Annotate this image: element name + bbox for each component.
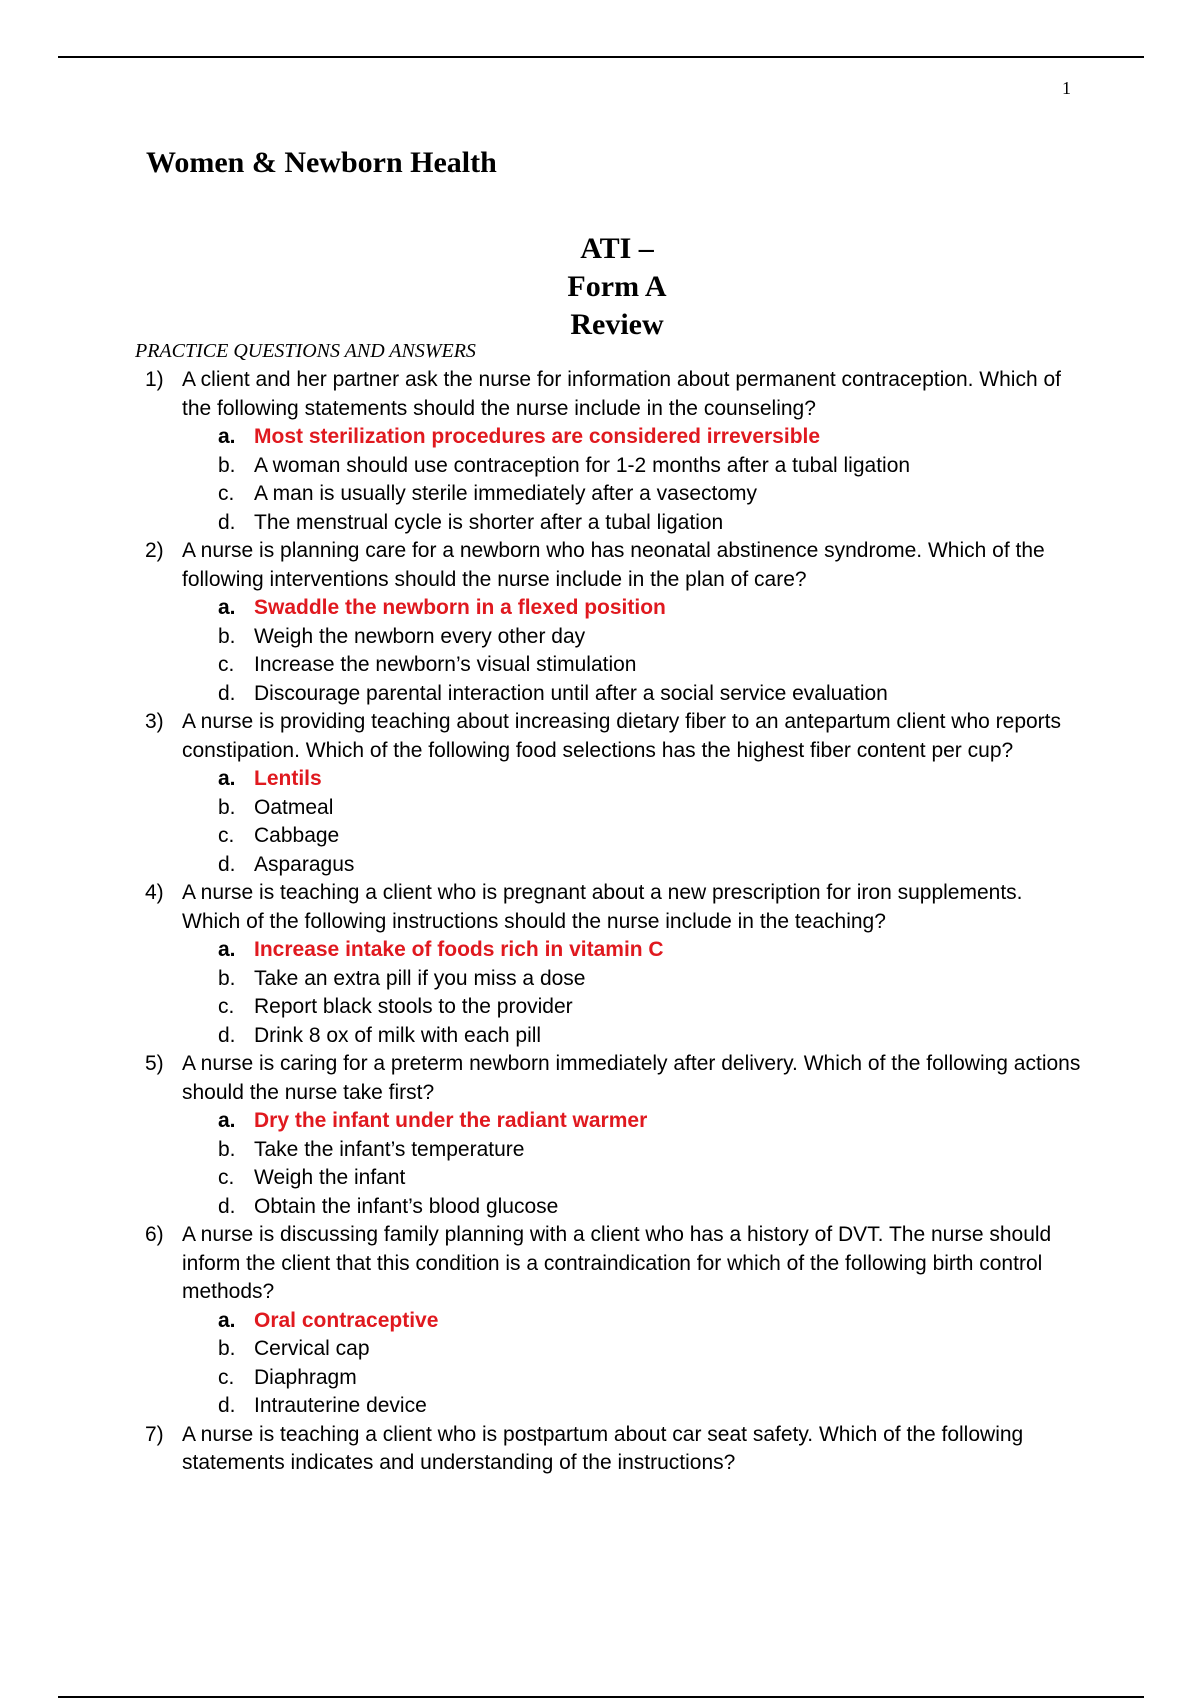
option-text: Report black stools to the provider <box>254 995 573 1018</box>
question-text: A client and her partner ask the nurse for information about permanent contraception. Which of the following statements should the nurse include in the counseling? <box>182 368 1061 420</box>
question-number: 3) <box>145 710 164 733</box>
answer-option <box>218 1136 1200 1165</box>
answer-options <box>0 765 1200 879</box>
answer-option-correct <box>218 765 1200 794</box>
option-text: Oral contraceptive <box>254 1308 439 1332</box>
question-2 <box>0 537 1200 708</box>
option-text: Lentils <box>254 767 322 790</box>
answer-option <box>218 509 1200 538</box>
option-text: Discourage parental interaction until after a social service evaluation <box>254 681 888 705</box>
option-text: Obtain the infant’s blood glucose <box>254 1194 559 1218</box>
option-text: Most sterilization procedures are considered irreversible <box>254 425 821 448</box>
option-text: Increase intake of foods rich in vitamin C <box>254 938 664 961</box>
option-text: Asparagus <box>254 852 355 876</box>
option-letter: a. <box>218 767 236 790</box>
section-label: PRACTICE QUESTIONS AND ANSWERS <box>135 340 476 362</box>
question-number: 7) <box>145 1422 164 1446</box>
answer-option-correct <box>218 594 1200 623</box>
answer-option <box>218 993 1200 1022</box>
answer-option <box>218 480 1200 509</box>
option-text: Cervical cap <box>254 1337 370 1360</box>
question-number: 5) <box>145 1052 164 1075</box>
question-4 <box>0 879 1200 1050</box>
option-letter: a. <box>218 596 236 619</box>
option-letter: b. <box>218 1337 236 1360</box>
option-letter: b. <box>218 966 236 990</box>
top-rule <box>58 56 1144 58</box>
question-5 <box>0 1050 1200 1221</box>
option-letter: c. <box>218 1365 235 1389</box>
option-text: Intrauterine device <box>254 1394 427 1417</box>
option-text: Weigh the infant <box>254 1166 406 1189</box>
answer-option <box>218 851 1200 880</box>
option-letter: d. <box>218 681 236 705</box>
form-title-line: ATI – <box>580 232 654 265</box>
answer-option <box>218 794 1200 823</box>
option-text: Drink 8 ox of milk with each pill <box>254 1023 542 1047</box>
option-text: Take an extra pill if you miss a dose <box>254 966 586 990</box>
option-text: Take the infant’s temperature <box>254 1137 525 1161</box>
option-letter: b. <box>218 624 236 648</box>
option-letter: c. <box>218 824 235 847</box>
option-letter: d. <box>218 1394 236 1417</box>
answer-option <box>218 1022 1200 1051</box>
option-text: The menstrual cycle is shorter after a tubal ligation <box>254 510 724 534</box>
option-letter: a. <box>218 938 236 961</box>
option-letter: d. <box>218 852 236 876</box>
form-title-line: Form A <box>567 270 667 303</box>
page-number: 1 <box>1062 78 1071 98</box>
question-6 <box>0 1221 1200 1421</box>
question-text: A nurse is teaching a client who is postpartum about car seat safety. Which of the following statements indicates and understanding of the instructions? <box>182 1422 1024 1474</box>
question-number: 4) <box>145 881 164 904</box>
answer-options <box>0 936 1200 1050</box>
option-letter: c. <box>218 482 235 505</box>
answer-option-correct <box>218 1107 1200 1136</box>
question-3 <box>0 708 1200 879</box>
option-text: A man is usually sterile immediately after a vasectomy <box>254 482 758 505</box>
answer-option <box>218 1164 1200 1193</box>
bottom-rule <box>58 1696 1144 1698</box>
question-number: 6) <box>145 1223 164 1246</box>
question-text: A nurse is planning care for a newborn who has neonatal abstinence syndrome. Which of the following interventions should the nurse include in the plan of care? <box>182 539 1045 591</box>
option-letter: c. <box>218 1166 235 1189</box>
answer-option <box>218 1392 1200 1421</box>
answer-option <box>218 452 1200 481</box>
option-letter: a. <box>218 1109 236 1132</box>
question-number: 1) <box>145 368 164 391</box>
option-text: Increase the newborn’s visual stimulation <box>254 653 637 676</box>
question-text: A nurse is providing teaching about increasing dietary fiber to an antepartum client who reports constipation. Which of the following food selections has the highest fiber content per cup? <box>182 710 1062 762</box>
answer-option <box>218 680 1200 709</box>
option-letter: d. <box>218 510 236 534</box>
question-7 <box>0 1421 1200 1478</box>
answer-option <box>218 651 1200 680</box>
answer-option <box>218 1193 1200 1222</box>
option-letter: d. <box>218 1194 236 1218</box>
answer-option <box>218 623 1200 652</box>
option-letter: c. <box>218 995 235 1018</box>
answer-options <box>0 1107 1200 1221</box>
question-text: A nurse is discussing family planning with a client who has a history of DVT. The nurse should inform the client that this condition is a contraindication for which of the following birth control methods? <box>182 1223 1052 1303</box>
answer-options <box>0 1307 1200 1421</box>
answer-option <box>218 965 1200 994</box>
option-text: Cabbage <box>254 824 340 847</box>
option-letter: c. <box>218 653 235 676</box>
document-title: Women & Newborn Health <box>146 146 497 179</box>
option-text: A woman should use contraception for 1-2 months after a tubal ligation <box>254 453 911 477</box>
option-text: Oatmeal <box>254 795 334 819</box>
question-text: A nurse is caring for a preterm newborn immediately after delivery. Which of the following actions should the nurse take first? <box>182 1052 1081 1104</box>
question-list <box>0 366 1200 1478</box>
answer-options <box>0 594 1200 708</box>
option-text: Dry the infant under the radiant warmer <box>254 1109 648 1132</box>
option-letter: a. <box>218 425 236 448</box>
answer-option <box>218 1335 1200 1364</box>
option-letter: d. <box>218 1023 236 1047</box>
option-text: Swaddle the newborn in a flexed position <box>254 596 666 619</box>
answer-options <box>0 423 1200 537</box>
option-letter: b. <box>218 1137 236 1161</box>
answer-option-correct <box>218 936 1200 965</box>
question-number: 2) <box>145 539 164 562</box>
answer-option <box>218 1364 1200 1393</box>
answer-option-correct <box>218 1307 1200 1336</box>
option-letter: a. <box>218 1308 236 1332</box>
answer-option <box>218 822 1200 851</box>
question-text: A nurse is teaching a client who is pregnant about a new prescription for iron supplements. Which of the following instructions should the nurse include in the teaching? <box>182 881 1023 933</box>
option-letter: b. <box>218 795 236 819</box>
option-text: Diaphragm <box>254 1365 357 1389</box>
option-text: Weigh the newborn every other day <box>254 624 586 648</box>
form-title-line: Review <box>570 308 664 341</box>
question-1 <box>0 366 1200 537</box>
option-letter: b. <box>218 453 236 477</box>
answer-option-correct <box>218 423 1200 452</box>
form-title <box>0 230 1200 344</box>
